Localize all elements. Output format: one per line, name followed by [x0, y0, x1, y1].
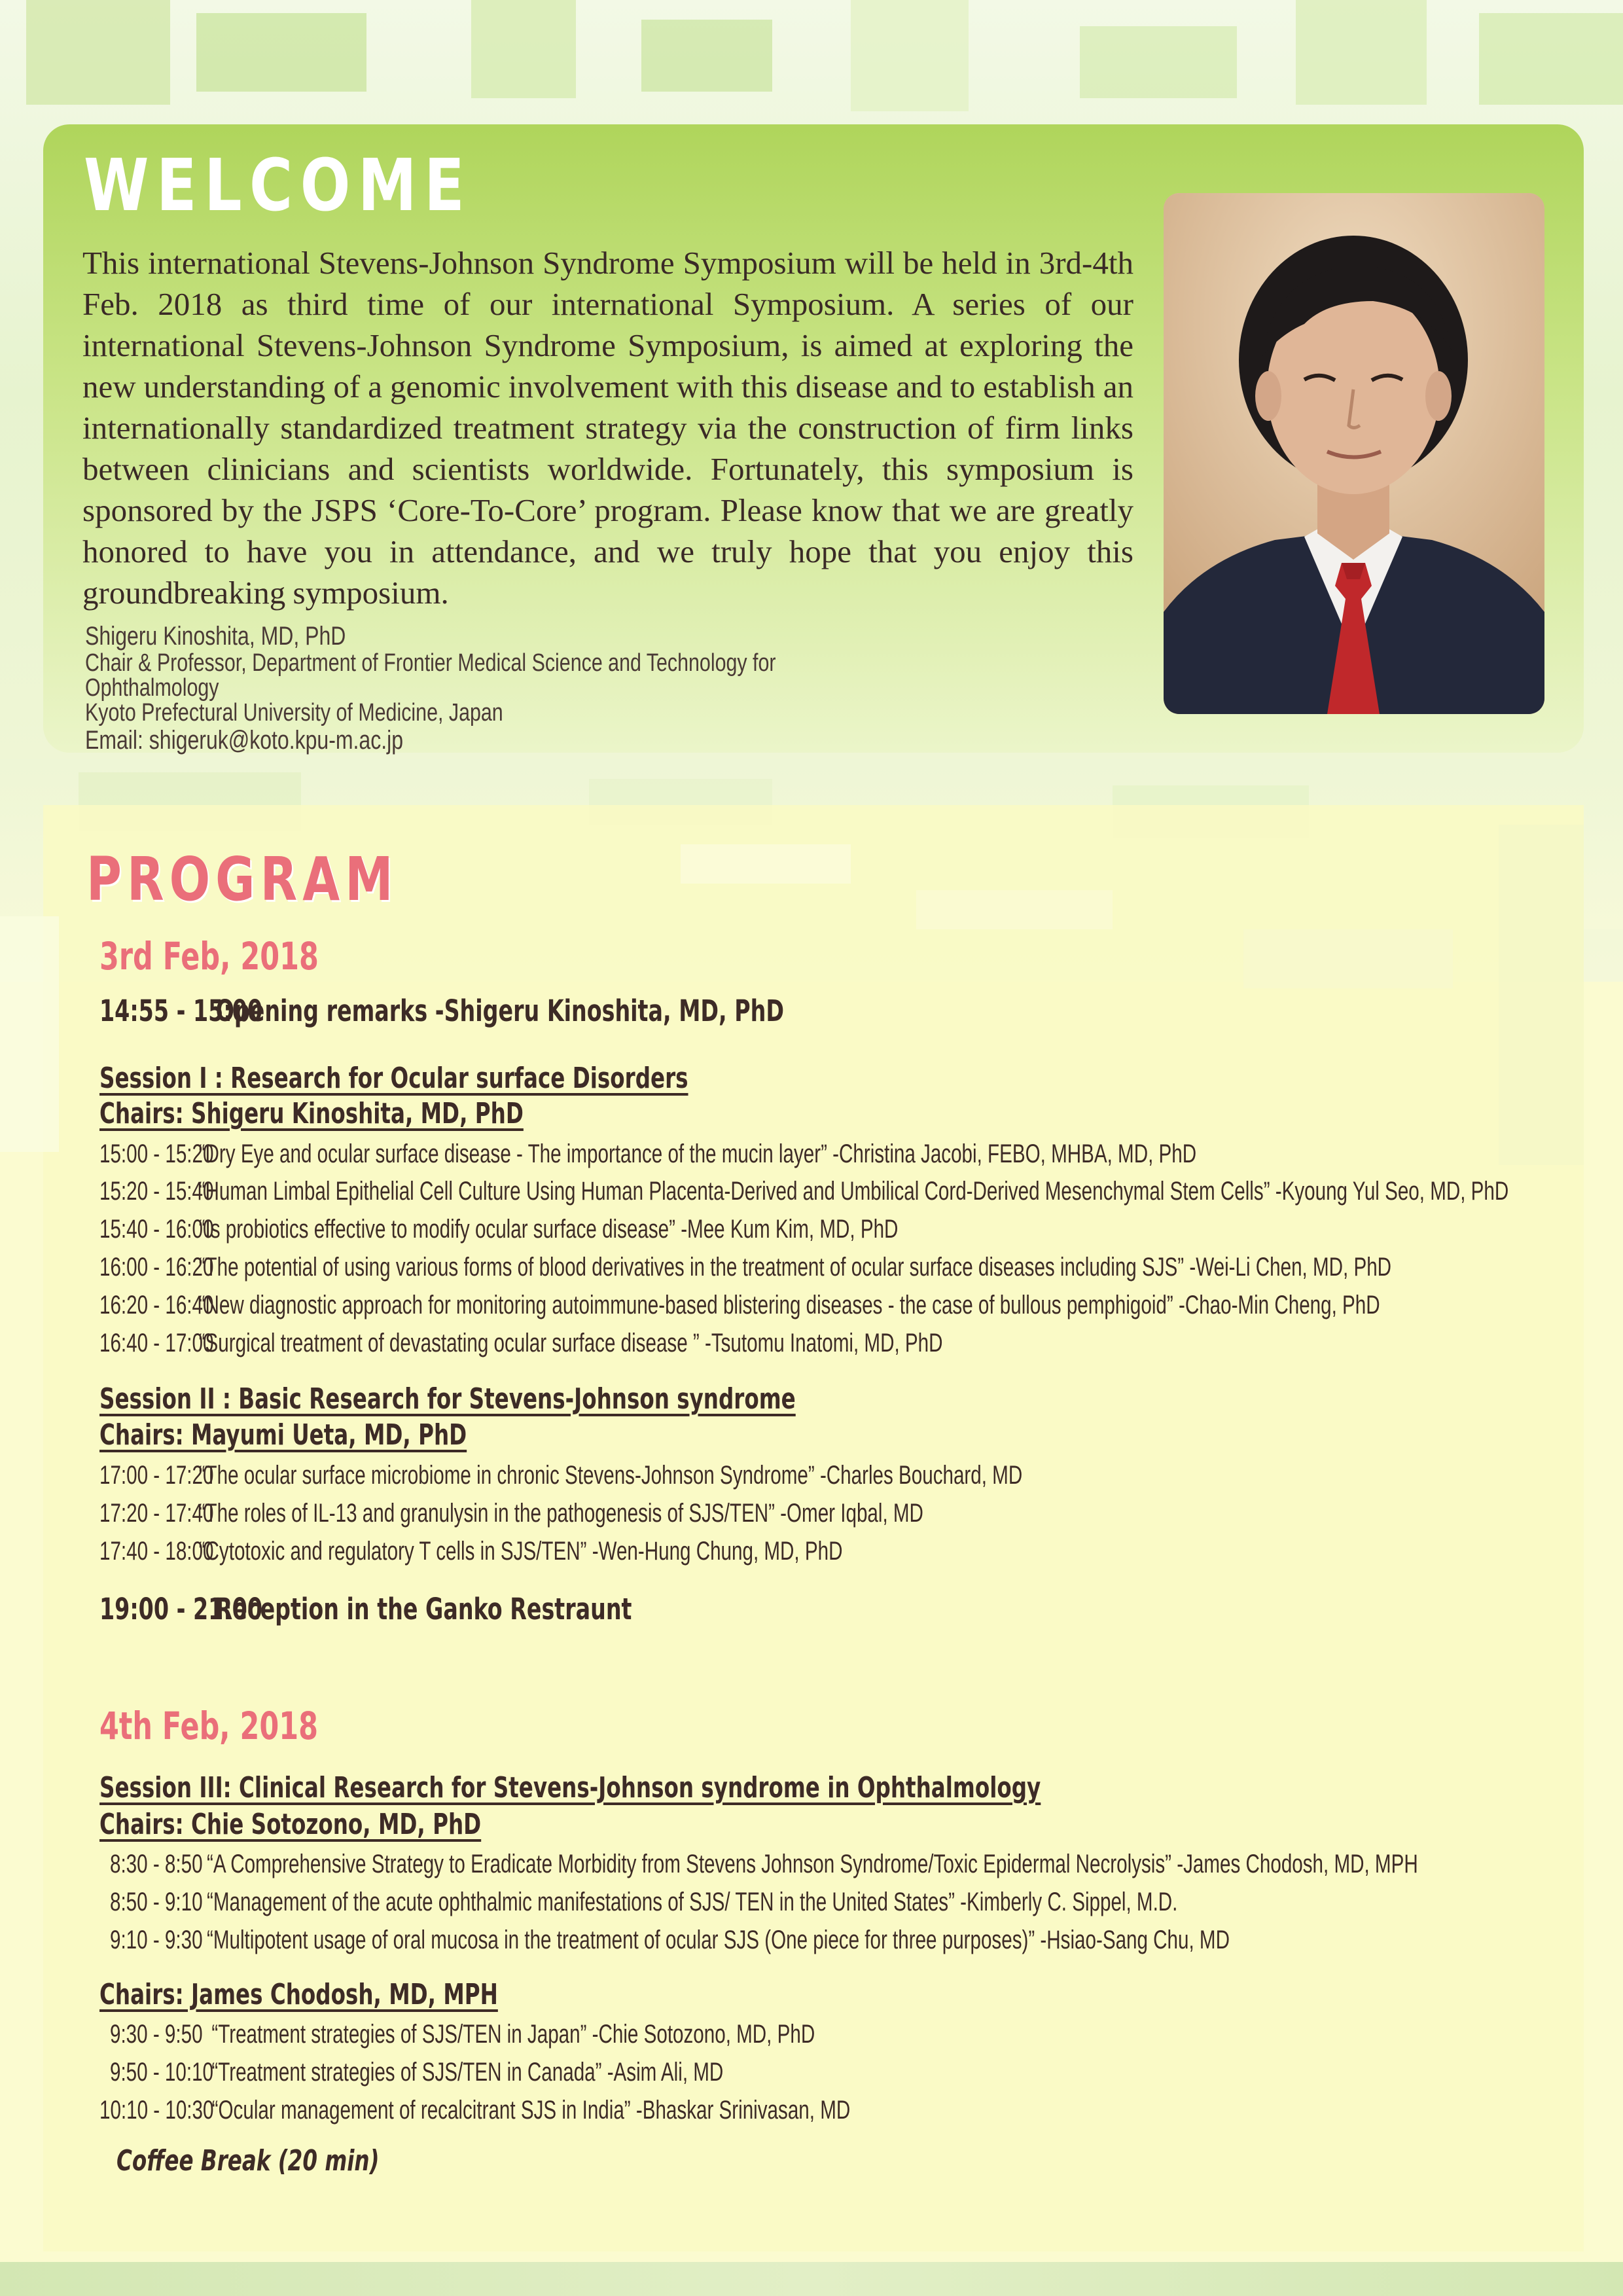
- talk-text: “Treatment strategies of SJS/TEN in Canada” -Asim Ali, MD: [211, 2058, 724, 2087]
- welcome-title: WELCOME: [84, 143, 473, 227]
- welcome-body: This international Stevens-Johnson Syndrome Symposium will be held in 3rd-4th Feb. 2018 as third time of our international Symposium. A series of our international Stevens-Johnson Syndrome Symposium, is aimed at exploring the new understanding of a genomic involvement with this disease and to establish an internationally standardized treatment strategy via the construction of firm links between clinicians and scientists worldwide. Fortunately, this symposium is sponsored by the JSPS ‘Core-To-Core’ program. Please know that we are greatly honored to have you in attendance, and we truly hope that you enjoy this groundbreaking symposium.: [82, 245, 1133, 611]
- talk-row: [99, 1216, 898, 1242]
- talk-time: 10:10 - 10:30: [99, 2096, 214, 2125]
- talk-time: 17:40 - 18:00: [99, 1537, 214, 1566]
- talk-row: [99, 2097, 850, 2123]
- talk-time: 15:00 - 15:20: [99, 1139, 214, 1168]
- talk-text: “Is probiotics effective to modify ocular surface disease” -Mee Kum Kim, MD, PhD: [198, 1215, 899, 1244]
- talk-text: “Dry Eye and ocular surface disease - The importance of the mucin layer” -Christina Jacobi, FEBO, MHBA, MD, PhD: [198, 1139, 1197, 1168]
- talk-text: “Treatment strategies of SJS/TEN in Japan” -Chie Sotozono, MD, PhD: [211, 2020, 815, 2049]
- signature-block: [85, 622, 870, 755]
- talk-text: “The roles of IL-13 and granulysin in the pathogenesis of SJS/TEN” -Omer Iqbal, MD: [198, 1499, 923, 1528]
- opening-remarks-row: [99, 996, 784, 1026]
- signature-position: Chair & Professor, Department of Frontier Medical Science and Technology for Ophthalmology: [85, 649, 776, 702]
- talk-text: “Surgical treatment of devastating ocular surface disease ” -Tsutomu Inatomi, MD, PhD: [198, 1329, 943, 1357]
- talk-text: “The potential of using various forms of blood derivatives in the treatment of ocular surface diseases including SJS” -Wei-Li Chen, MD, PhD: [198, 1253, 1392, 1282]
- talk-text: “A Comprehensive Strategy to Eradicate Morbidity from Stevens Johnson Syndrome/Toxic Epidermal Necrolysis” -James Chodosh, MD, MPH: [207, 1850, 1418, 1878]
- talk-time: 8:50 - 9:10: [110, 1888, 203, 1916]
- talk-row: [110, 1851, 1418, 1877]
- talk-time: 16:00 - 16:20: [99, 1253, 214, 1282]
- reception-row: [99, 1594, 632, 1624]
- talk-time: 9:50 - 10:10: [110, 2058, 213, 2087]
- portrait-illustration: [1164, 193, 1544, 714]
- talk-text: “Human Limbal Epithelial Cell Culture Using Human Placenta-Derived and Umbilical Cord-Derived Mesenchymal Stem Cells” -Kyoung Yul Seo, MD, PhD: [198, 1177, 1509, 1206]
- talk-row: [110, 1927, 1230, 1953]
- day1-date: 3rd Feb, 2018: [99, 934, 319, 978]
- session3-chairs: Chairs: Chie Sotozono, MD, PhD: [99, 1808, 482, 1841]
- reception-text: Reception in the Ganko Restraunt: [215, 1592, 632, 1626]
- talk-time: 16:40 - 17:00: [99, 1329, 214, 1357]
- portrait-photo: [1164, 193, 1544, 714]
- talk-time: 16:20 - 16:40: [99, 1291, 214, 1319]
- day2-date: 4th Feb, 2018: [99, 1704, 318, 1748]
- talk-text: “Cytotoxic and regulatory T cells in SJS/TEN” -Wen-Hung Chung, MD, PhD: [198, 1537, 843, 1566]
- session4-chairs: Chairs: James Chodosh, MD, MPH: [99, 1978, 498, 2011]
- talk-text: “New diagnostic approach for monitoring autoimmune-based blistering diseases - the case of bullous pemphigoid” -Chao-Min Cheng, PhD: [198, 1291, 1380, 1319]
- signature-institution: Kyoto Prefectural University of Medicine, Japan: [85, 699, 503, 726]
- talk-time: 15:20 - 15:40: [99, 1177, 214, 1206]
- coffee-break: Coffee Break (20 min): [116, 2144, 380, 2178]
- talk-time: 9:30 - 9:50: [110, 2020, 203, 2049]
- session2-chairs: Chairs: Mayumi Ueta, MD, PhD: [99, 1418, 467, 1452]
- opening-text: Opening remarks -Shigeru Kinoshita, MD, PhD: [215, 994, 784, 1028]
- talk-row: [99, 1500, 923, 1526]
- reception-time: 19:00 - 21:00: [99, 1592, 263, 1626]
- signature-email: Email: shigeruk@koto.kpu-m.ac.jp: [85, 726, 403, 755]
- talk-row: [110, 1889, 1177, 1915]
- talk-row: [110, 2059, 723, 2085]
- session1-title: Session I : Research for Ocular surface Disorders: [99, 1062, 688, 1095]
- session3-title: Session III: Clinical Research for Stevens-Johnson syndrome in Ophthalmology: [99, 1771, 1041, 1804]
- talk-text: “Multipotent usage of oral mucosa in the treatment of ocular SJS (One piece for three purposes)” -Hsiao-Sang Chu, MD: [207, 1926, 1230, 1954]
- talk-row: [110, 2021, 815, 2047]
- talk-row: [99, 1254, 1391, 1280]
- talk-row: [99, 1292, 1380, 1318]
- opening-time: 14:55 - 15:00: [99, 994, 263, 1028]
- talk-row: [99, 1330, 943, 1356]
- program-title: PROGRAM: [86, 844, 399, 914]
- session1-chairs: Chairs: Shigeru Kinoshita, MD, PhD: [99, 1097, 524, 1130]
- talk-text: “Management of the acute ophthalmic manifestations of SJS/ TEN in the United States” -Kimberly C. Sippel, M.D.: [207, 1888, 1178, 1916]
- talk-row: [99, 1538, 842, 1564]
- talk-time: 17:20 - 17:40: [99, 1499, 214, 1528]
- talk-time: 9:10 - 9:30: [110, 1926, 203, 1954]
- session2-title: Session II : Basic Research for Stevens-Johnson syndrome: [99, 1382, 796, 1416]
- talk-row: [99, 1462, 1022, 1488]
- talk-text: “Ocular management of recalcitrant SJS in India” -Bhaskar Srinivasan, MD: [211, 2096, 851, 2125]
- signature-name: Shigeru Kinoshita, MD, PhD: [85, 622, 346, 651]
- talk-row: [99, 1178, 1508, 1204]
- talk-row: [99, 1141, 1196, 1167]
- talk-time: 8:30 - 8:50: [110, 1850, 203, 1878]
- bottom-band: [0, 2262, 1623, 2296]
- talk-time: 17:00 - 17:20: [99, 1461, 214, 1490]
- talk-time: 15:40 - 16:00: [99, 1215, 214, 1244]
- talk-text: “The ocular surface microbiome in chronic Stevens-Johnson Syndrome” -Charles Bouchard, MD: [198, 1461, 1023, 1490]
